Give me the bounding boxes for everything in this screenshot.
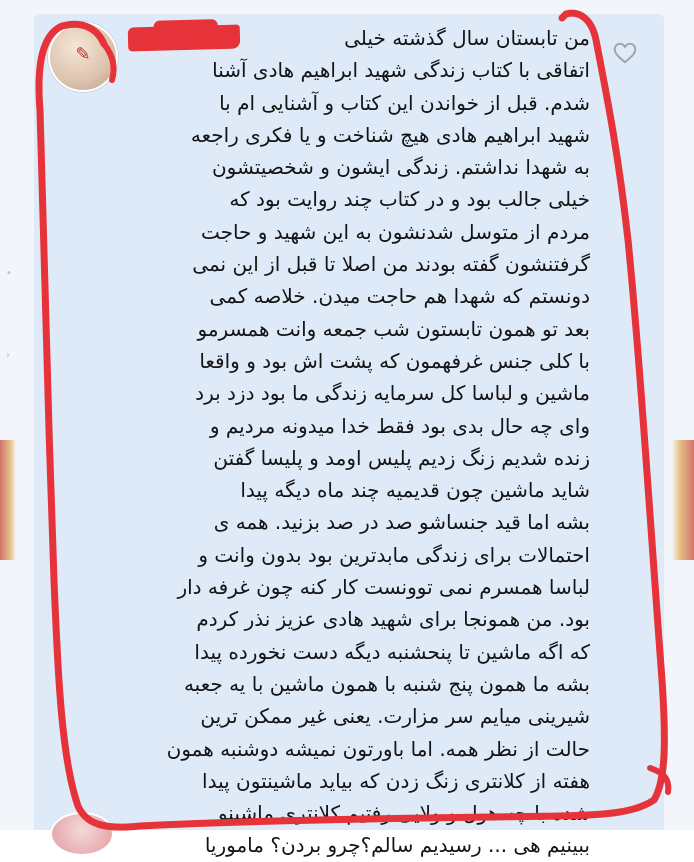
comment-line: من تابستان سال گذشته خیلی	[344, 26, 590, 50]
comment-line: شاید ماشین چون قدیمیه چند ماه دیگه پیدا	[240, 478, 590, 503]
comment-line: که اگه ماشین تا پنحشنبه دیگه دست نخورده پیدا	[194, 639, 590, 664]
comment-text	[44, 22, 590, 858]
next-comment-avatar[interactable]	[50, 812, 114, 856]
left-edge-mark: •	[6, 268, 12, 279]
comment-line: بشه ما همون پنج شنبه با همون ماشین با یه جعبه	[183, 671, 590, 696]
comment-line: بشه اما قید جنساشو صد در صد بزنید. همه ی	[213, 510, 590, 535]
heart-outline-icon[interactable]	[612, 40, 638, 66]
left-edge-mark: ›	[6, 350, 10, 361]
comment-line: شهید ابراهیم هادی هیچ شناخت و یا فکری راجعه	[190, 122, 590, 147]
comment-line: احتمالات برای زندگی مابدترین بود بدون وانت و	[198, 542, 590, 567]
comment-line: حالت از نظر همه. اما باورتون نمیشه دوشنبه همون	[166, 736, 590, 761]
comment-line: ماشین و لباسا کل سرمایه زندگی ما بود دزد برد	[195, 381, 590, 406]
redaction-scribble	[128, 25, 241, 52]
comment-line: بعد تو همون تابستون شب جمعه وانت همسرمو	[197, 316, 590, 341]
comment-line: لباسا همسرم نمی توونست کار کنه چون غرفه دار	[177, 575, 590, 600]
comment-line: گرفتنشون گفته بودند من اصلا تا قبل از این نمی	[192, 252, 590, 277]
right-edge-banner	[672, 440, 694, 560]
comment-line: بود. من همونجا برای شهید هادی عزیز نذر کردم	[196, 607, 590, 632]
avatar-image: ✎	[75, 44, 91, 65]
comment-line: شده با چه هول و ولایی رفتیم کلانتری ماشینو	[217, 801, 590, 826]
comment-line: خیلی جالب بود و در کتاب چند روایت بود که	[229, 187, 590, 212]
comment-line: وای چه حال بدی بود فقط خدا میدونه مردیم و	[209, 413, 590, 438]
comment-line: شدم. قبل از خواندن این کتاب و آشنایی ام با	[219, 90, 590, 115]
comment-line: هفته از کلانتری زنگ زدن که بیاید ماشینتون پیدا	[202, 768, 590, 793]
comment-line: اتفاقی با کتاب زندگی شهید ابراهیم هادی آشنا	[212, 58, 590, 83]
comment-line: مردم از متوسل شدنشون به این شهید و حاجت	[200, 219, 590, 244]
comment-line: دونستم که شهدا هم حاجت میدن. خلاصه کمی	[209, 284, 590, 309]
left-edge-banner	[0, 440, 16, 560]
comment-line-cut-off: ببینیم هی ... رسیدیم سالم؟چرو بردن؟ ماموریا	[204, 833, 590, 858]
comment-line: زنده شدیم زنگ زدیم پلیس اومد و پلیسا گفتن	[213, 445, 590, 470]
comment-line: به شهدا نداشتم. زندگی ایشون و شخصیتشون	[211, 155, 590, 180]
comment-line: شیرینی میایم سر مزارت. یعنی غیر ممکن ترین	[200, 704, 590, 729]
comment-line: با کلی جنس غرفهمون که پشت اش بود و واقعا	[199, 348, 590, 373]
